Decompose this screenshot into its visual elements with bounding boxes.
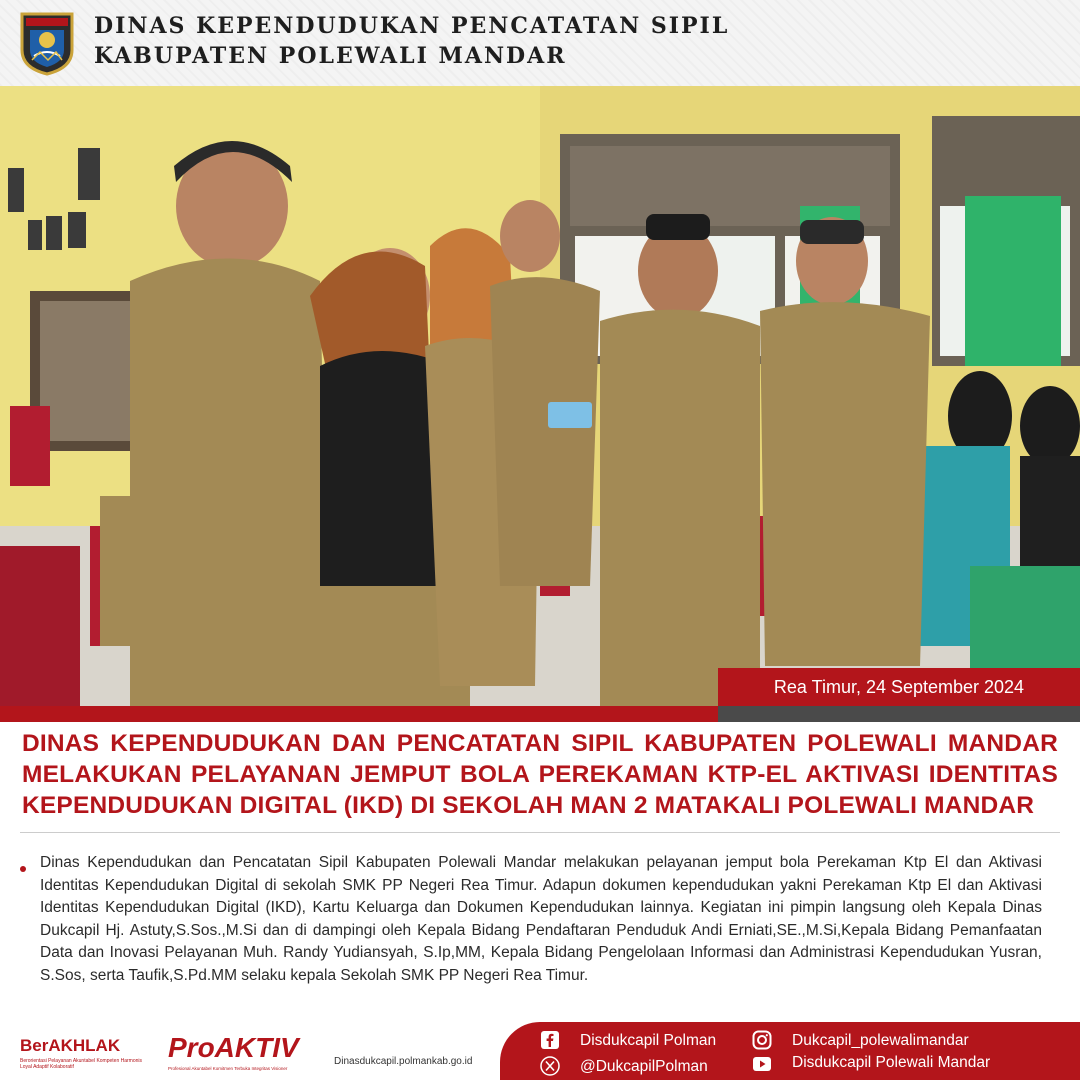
header-bar <box>0 0 1080 86</box>
instagram-icon[interactable] <box>752 1030 772 1050</box>
youtube-channel[interactable]: Disdukcapil Polewali Mandar <box>792 1054 991 1071</box>
instagram-handle[interactable]: Dukcapil_polewalimandar <box>792 1032 969 1049</box>
proaktiv-tagline: Profesional Akuntabel Komitmen Terbuka Integritas Visioner <box>168 1066 288 1071</box>
berakhlak-logo: BerAKHLAK <box>20 1036 121 1055</box>
headline-line1: DINAS KEPENDUDUKAN DAN PENCATATAN SIPIL KABUPATEN POLEWALI MANDAR <box>22 730 1058 757</box>
header-title-line2: KABUPATEN POLEWALI MANDAR <box>94 43 567 69</box>
footer-accent <box>1024 1022 1080 1025</box>
twitter-handle[interactable]: @DukcapilPolman <box>580 1058 708 1075</box>
twitter-x-icon[interactable] <box>540 1056 560 1076</box>
headline <box>22 728 1058 821</box>
date-caption-box <box>718 668 1080 706</box>
date-caption: Rea Timur, 24 September 2024 <box>773 676 1025 697</box>
body-paragraph: Dinas Kependudukan dan Pencatatan Sipil Kabupaten Polewali Mandar melakukan pelayanan jemput bola Perekaman Ktp El dan Aktivasi Identitas Kependudukan Digital di sekolah SMK PP Negeri Rea Timur. Adapun dokumen kependudukan yakni Perekaman Ktp El dan Aktivasi Identitas Kependudukan Digital (IKD), Kartu Keluarga dan Dokumen Kependudukan lainnya. Kegiatan ini pimpin langsung oleh Kepala Dinas Dukcapil Hj. Astuty,S.Sos.,M.Si dan di dampingi oleh Kepala Bidang Pendaftaran Penduduk Andi Erniati,SE.,M.Si,Kepala Bidang Pemanfaatan Data dan Inovasi Pelayanan Muh. Randy Yudiansyah, S.Ip,MM, Kepala Bidang Pengelolaan Informasi dan Administrasi Kependudukan Yusran, S.Sos, serta Taufik,S.Pd.MM selaku kepala Sekolah SMK PP Negeri Rea Timur. <box>40 854 1042 984</box>
divider <box>20 832 1060 833</box>
youtube-icon[interactable] <box>752 1054 772 1074</box>
facebook-icon[interactable] <box>540 1030 560 1050</box>
proaktiv-logo: ProAKTIV <box>168 1032 299 1063</box>
website-link[interactable]: Dinasdukcapil.polmankab.go.id <box>334 1056 473 1067</box>
accent-bar-dark <box>718 706 1080 722</box>
crest-icon <box>18 10 76 76</box>
header-title-line1: DINAS KEPENDUDUKAN PENCATATAN SIPIL <box>94 13 730 39</box>
headline-line2: MELAKUKAN PELAYANAN JEMPUT BOLA PEREKAMAN KTP-EL AKTIVASI IDENTITAS <box>22 761 1058 788</box>
berakhlak-tagline: Berorientasi Pelayanan Akuntabel Kompeten Harmonis Loyal Adaptif Kolaboratif <box>20 1058 143 1070</box>
facebook-handle[interactable]: Disdukcapil Polman <box>580 1032 717 1049</box>
event-photo <box>0 86 1080 706</box>
bullet-dot <box>20 866 26 872</box>
accent-bar-red <box>0 706 718 722</box>
headline-line3: KEPENDUDUKAN DIGITAL (IKD) DI SEKOLAH MAN 2 MATAKALI POLEWALI MANDAR <box>22 792 1035 819</box>
